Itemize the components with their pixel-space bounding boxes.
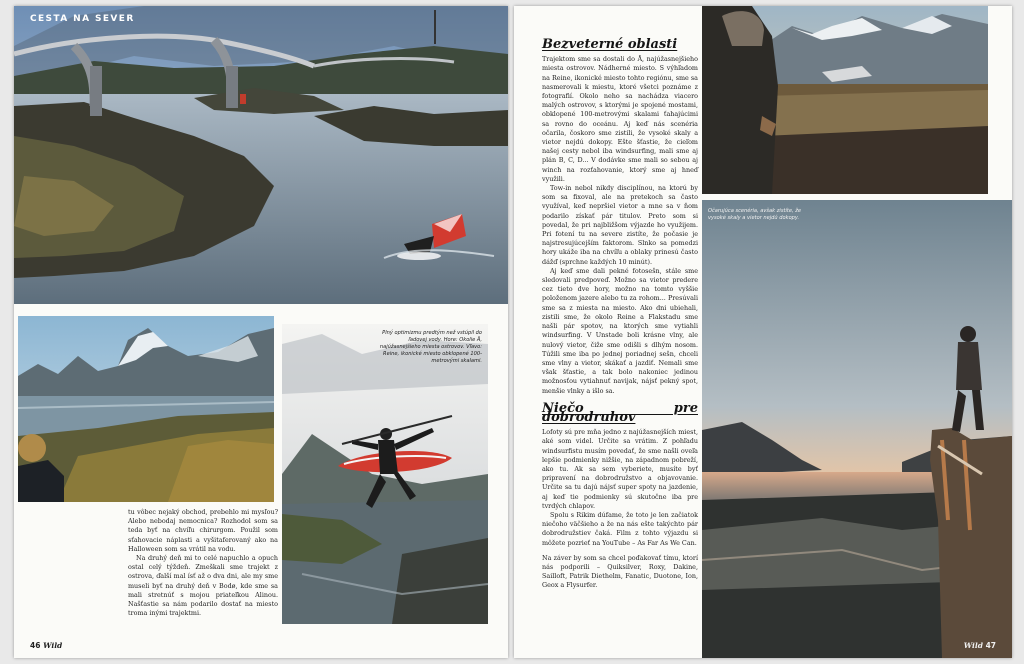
magazine-logo: Wild	[43, 641, 63, 650]
section-title: CESTA NA SEVER	[30, 14, 135, 24]
left-page-caption	[378, 330, 482, 365]
bridge-windsurf-photo	[14, 6, 508, 304]
hooded-lake-photo	[702, 6, 988, 194]
left-page-text	[128, 508, 278, 618]
right-page-text	[542, 37, 698, 591]
left-folio	[30, 641, 62, 650]
right-page	[514, 6, 1012, 658]
page-number: 46	[30, 641, 41, 650]
body-paragraph: Tow-in nebol nikdy disciplínou, na ktorú by som sa fixoval, ale na pretekoch sa často využíval, keď nepršiel vietor a mne sa v ňom podarilo získať pár titulov. Preto som si povedal, že pri najbližšom výjazde ho využijem. Pri fotení tu na severe zistíte, že počasie je najstresujúcejším faktorom. Slnko sa pomedzi hory ukáže iba na chvíľu a oblaky prinesú často dážď (sprchne každých 10 minút).	[542, 184, 698, 266]
caption-locations: Hore: Okolie Å, najúžasnejšieho miesta ostrovov. Vľavo: Reine, ikonické miesto obklopené 100-metrovými skalami.	[379, 337, 482, 364]
body-paragraph: Lofoty sú pre mňa jedno z najúžasnejších miest, aké som videl. Určite sa vrátim. Z pohľadu windsurfistu musím povedať, že sme našli oveľa lepšie podmienky nižšie, na západnom pobreží, ako tu. Ak sa sem vyberiete, musíte byť pripravení na dobrodružstvo a objavovanie. Určite sa tu dajú nájsť super spoty na jazdenie, aj keď tie podmienky sú skutočne iba pre tvrdých chlapov.	[542, 428, 698, 510]
body-paragraph: Na záver by som sa chcel poďakovať tímu, ktorí nás podporili – Quiksilver, Roxy, Dakine, Sailloft, Patrik Diethelm, Fanatic, Duotone, Ion, Geox a Flysurfer.	[542, 553, 698, 590]
jumping-board-photo	[282, 324, 488, 624]
reine-mountains-photo	[18, 316, 274, 502]
left-page	[14, 6, 508, 658]
right-folio	[964, 641, 996, 650]
heading-windless-areas: Bezveterné oblasti	[542, 37, 678, 52]
right-page-caption: Očarujúca scenéria, avšak zistíte, že vysoké skaly a vietor nejdú dokopy.	[708, 208, 802, 221]
sunset-cliff-photo	[702, 200, 1012, 658]
page-number: 47	[985, 641, 996, 650]
heading-adventurers: Niečo pre dobrodruhov	[542, 400, 698, 425]
magazine-logo: Wild	[963, 641, 983, 650]
body-paragraph: Aj keď sme dali pekné fotosešn, stále sme sledovali predpoveď. Možno sa vietor predere cez tieto dve hory, možno na tomto vyššie položenom jazere alebo tu za rohom... Presúvali sme sa z miesta na miesto. Ako dni ubiehali, zistili sme, že okolo Reine a Flakstadu sme našli pár spotov, na ktorých sme vytiahli windsurfing. V Unstade boli krásne vlny, ale nulový vietor, čiže sme odišli s dlhým nosom. Túžili sme iba po jednej poriadnej sešn, chceli sme vlny a vietor, skákať a jazdiť. Nemali sme však šťastie, a tak bolo nakoniec jedinou možnosťou vytiahnuť navijak, nájsť pekný spot, menšie vlnky a išlo sa.	[542, 266, 698, 395]
caption-intro: Plný optimizmu predtým než vstúpil do ľadovej vody.	[382, 330, 482, 343]
body-paragraph: Na druhý deň mi to celé napuchlo a opuch ostal celý týždeň. Zmeškali sme trajekt z ostrova, ďalší mal ísť až o dva dni, ale my sme museli byť na druhý deň v Bodø, kde sme sa mali stretnúť s mojou priateľkou Alinou. Našťastie sa nám podarilo dostať na miesto troma inými trajektmi.	[128, 554, 278, 618]
body-paragraph: Trajektom sme sa dostali do Å, najúžasnejšieho miesta ostrovov. Nádherné miesto. S výhľadom na Reine, ikonické miesto tohto regiónu, sme sa nasmerovali k miestu, ktoré všetci poznáme z fotografií. Okolo neho sa nachádza viacero malých ostrovov, s ktorými je spojené mostami, obklopené 100-metrovými skalami ťahajúcimi sa rovno do oceánu. Aj keď nás scenéria očarila, čoskoro sme zistili, že vysoké skaly a vietor nejdú dokopy. Ešte šťastie, že cieľom našej cesty nebol iba windsurfing, mali sme aj plán B, C, D... V dodávke sme mali so sebou aj winch na rozťahovanie, ktorý sme aj hneď využili.	[542, 55, 698, 183]
body-paragraph: tu vôbec nejaký obchod, prebehlo mi mysľou? Alebo nebodaj nemocnica? Rozhodol som sa teda byť na chvíľu chirurgom. Použil som sťahovacie náplasti a vyšitaferovaný ako na Halloween som sa vrátil na vodu.	[128, 508, 278, 553]
body-paragraph: Spolu s Rikim dúfame, že toto je len začiatok niečoho väčšieho a že na nás ešte takýchto pár dobrodružstiev čaká. Film z tohto výjazdu si môžete pozrieť na YouTube – As Far As We Can.	[542, 510, 698, 547]
